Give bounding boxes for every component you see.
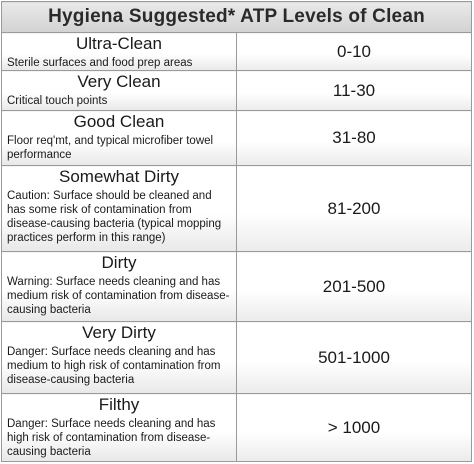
level-cell <box>2 33 237 71</box>
atp-range: 201-500 <box>237 252 472 322</box>
level-cell <box>2 71 237 111</box>
level-description: Sterile surfaces and food prep areas <box>7 57 193 69</box>
level-name: Very Clean <box>77 72 161 91</box>
table-row <box>2 111 472 166</box>
atp-range: 0-10 <box>237 33 472 71</box>
table-title: Hygiena Suggested* ATP Levels of Clean <box>2 2 472 33</box>
level-description: Danger: Surface needs cleaning and has medium to high risk of contamination from disease-causing bacteria <box>7 346 221 386</box>
table-row <box>2 394 472 462</box>
level-name: Ultra-Clean <box>76 34 162 53</box>
level-description: Caution: Surface should be cleaned and has some risk of contamination from disease-causing bacteria (typical mopping practices perform in this range) <box>7 190 222 244</box>
level-name: Dirty <box>101 253 137 272</box>
level-name: Filthy <box>98 395 140 414</box>
level-cell <box>2 394 237 462</box>
level-cell <box>2 252 237 322</box>
table-row <box>2 322 472 394</box>
atp-range: 11-30 <box>237 71 472 111</box>
level-description: Critical touch points <box>7 95 108 107</box>
table-row <box>2 166 472 252</box>
table-row <box>2 71 472 111</box>
table-row <box>2 252 472 322</box>
level-name: Somewhat Dirty <box>59 167 179 186</box>
table-title-row <box>2 2 472 33</box>
level-cell <box>2 111 237 166</box>
level-name: Good Clean <box>73 112 165 131</box>
atp-range: > 1000 <box>237 394 472 462</box>
atp-levels-table <box>1 1 472 462</box>
level-cell <box>2 322 237 394</box>
atp-range: 501-1000 <box>237 322 472 394</box>
atp-range: 81-200 <box>237 166 472 252</box>
level-description: Warning: Surface needs cleaning and has medium risk of contamination from disease-causing bacteria <box>7 276 230 316</box>
level-name: Very Dirty <box>82 323 156 342</box>
level-description: Floor req'mt, and typical microfiber towel performance <box>7 135 214 161</box>
atp-range: 31-80 <box>237 111 472 166</box>
table-row <box>2 33 472 71</box>
level-cell <box>2 166 237 252</box>
level-description: Danger: Surface needs cleaning and has high risk of contamination from disease-causing bacteria <box>7 418 216 458</box>
